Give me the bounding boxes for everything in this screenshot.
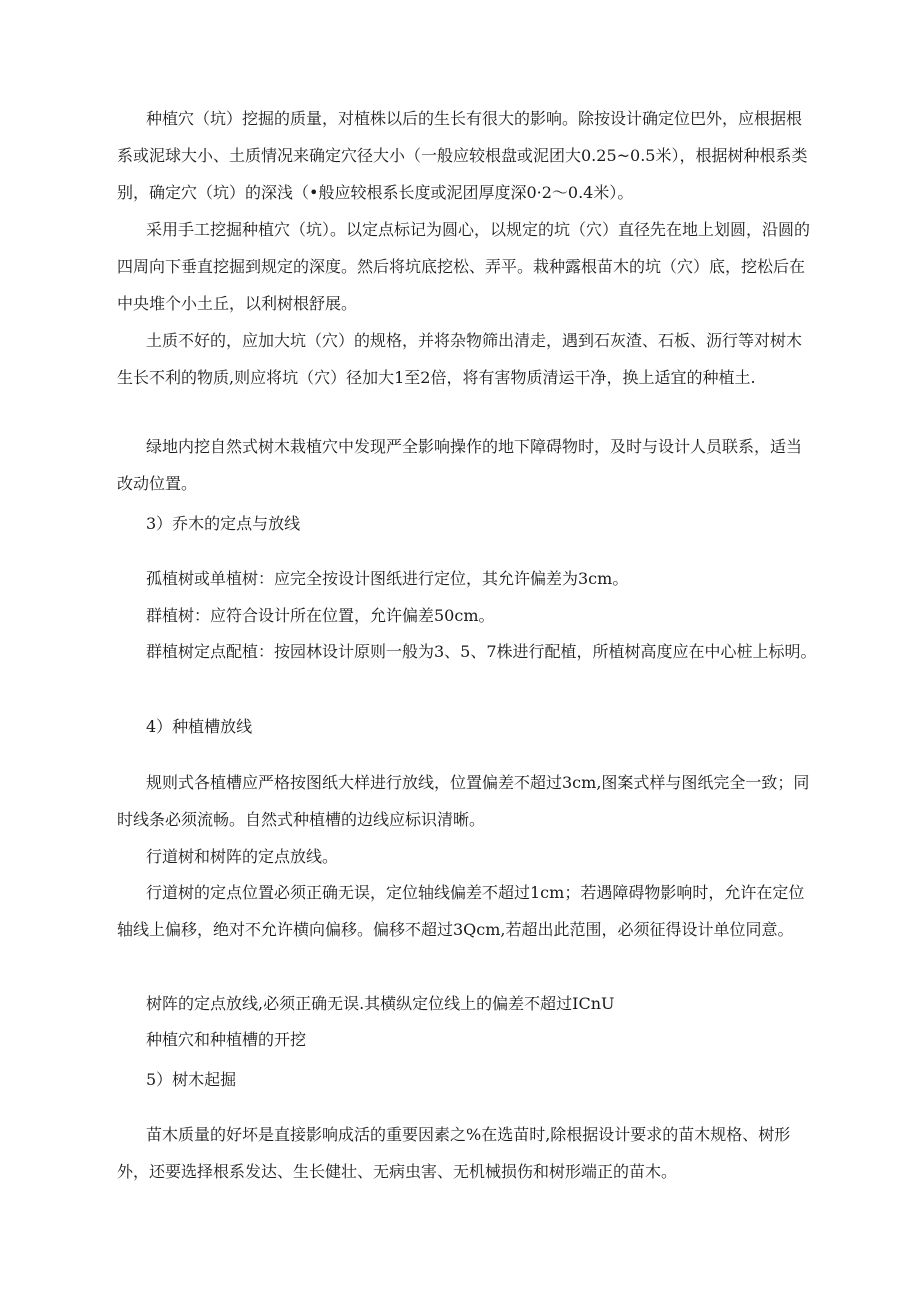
paragraph-poor-soil: 土质不好的，应加大坑（穴）的规格，并将杂物筛出清走，遇到石灰渣、石板、沥行等对树木生长不利的物质,则应将坑（穴）径加大1至2倍，将有害物质清运干净，换上适宜的种植土.	[117, 331, 803, 387]
heading-arbor-positioning: 3）乔木的定点与放线	[146, 514, 301, 533]
paragraph-group-tree: 群植树：应符合设计所在位置，允许偏差50cm。	[146, 606, 495, 625]
paragraph-underground-obstacles: 绿地内挖自然式树木栽植穴中发现严全影响操作的地下障碍物时，及时与设计人员联系，适当改动位置。	[117, 437, 803, 493]
heading-tree-lifting: 5）树木起掘	[146, 1070, 237, 1089]
paragraph-group-tree-layout: 群植树定点配植：按园林设计原则一般为3、5、7株进行配植，所植树高度应在中心桩上标明。	[146, 642, 817, 661]
paragraph-regular-trough: 规则式各植槽应严格按图纸大样进行放线，位置偏差不超过3cm,图案式样与图纸完全一致；同时线条必须流畅。自然式种植槽的边线应标识清晰。	[117, 773, 810, 829]
paragraph-street-tree-title: 行道树和树阵的定点放线。	[146, 847, 339, 866]
paragraph-planting-hole-quality: 种植穴（坑）挖掘的质量，对植株以后的生长有很大的影响。除按设计确定位巴外，应根据根系或泥球大小、土质情况来确定穴径大小（一般应较根盘或泥团大0.25~0.5米），根据树种根系类别，确定穴（坑）的深浅（•般应较根系长度或泥团厚度深0·2～0.4米）。	[117, 109, 808, 202]
paragraph-seedling-quality: 苗木质量的好坏是直接影响成活的重要因素之%在选苗时,除根据设计要求的苗木规格、树形外，还要选择根系发达、生长健壮、无病虫害、无机械损伤和树形端正的苗木。	[117, 1125, 791, 1181]
paragraph-hole-and-trough-excavation: 种植穴和种植槽的开挖	[146, 1030, 307, 1049]
heading-planting-trough: 4）种植槽放线	[146, 717, 253, 736]
paragraph-solitary-tree: 孤植树或单植树：应完全按设计图纸进行定位，其允许偏差为3cm。	[146, 569, 629, 588]
paragraph-street-tree-position: 行道树的定点位置必须正确无误，定位轴线偏差不超过1cm；若遇障碍物影响时，允许在定位轴线上偏移，绝对不允许横向偏移。偏移不超过3Qcm,若超出此范围，必须征得设计单位同意。	[117, 883, 805, 939]
paragraph-manual-digging: 采用手工挖掘种植穴（坑）。以定点标记为圆心，以规定的坑（穴）直径先在地上划圆，沿圆的四周向下垂直挖掘到规定的深度。然后将坑底挖松、弄平。栽种露根苗木的坑（穴）底，挖松后在中央堆个小土丘，以利树根舒展。	[117, 220, 811, 313]
paragraph-tree-array: 树阵的定点放线,必须正确无误.其横纵定位线上的偏差不超过ICnU	[146, 994, 615, 1013]
